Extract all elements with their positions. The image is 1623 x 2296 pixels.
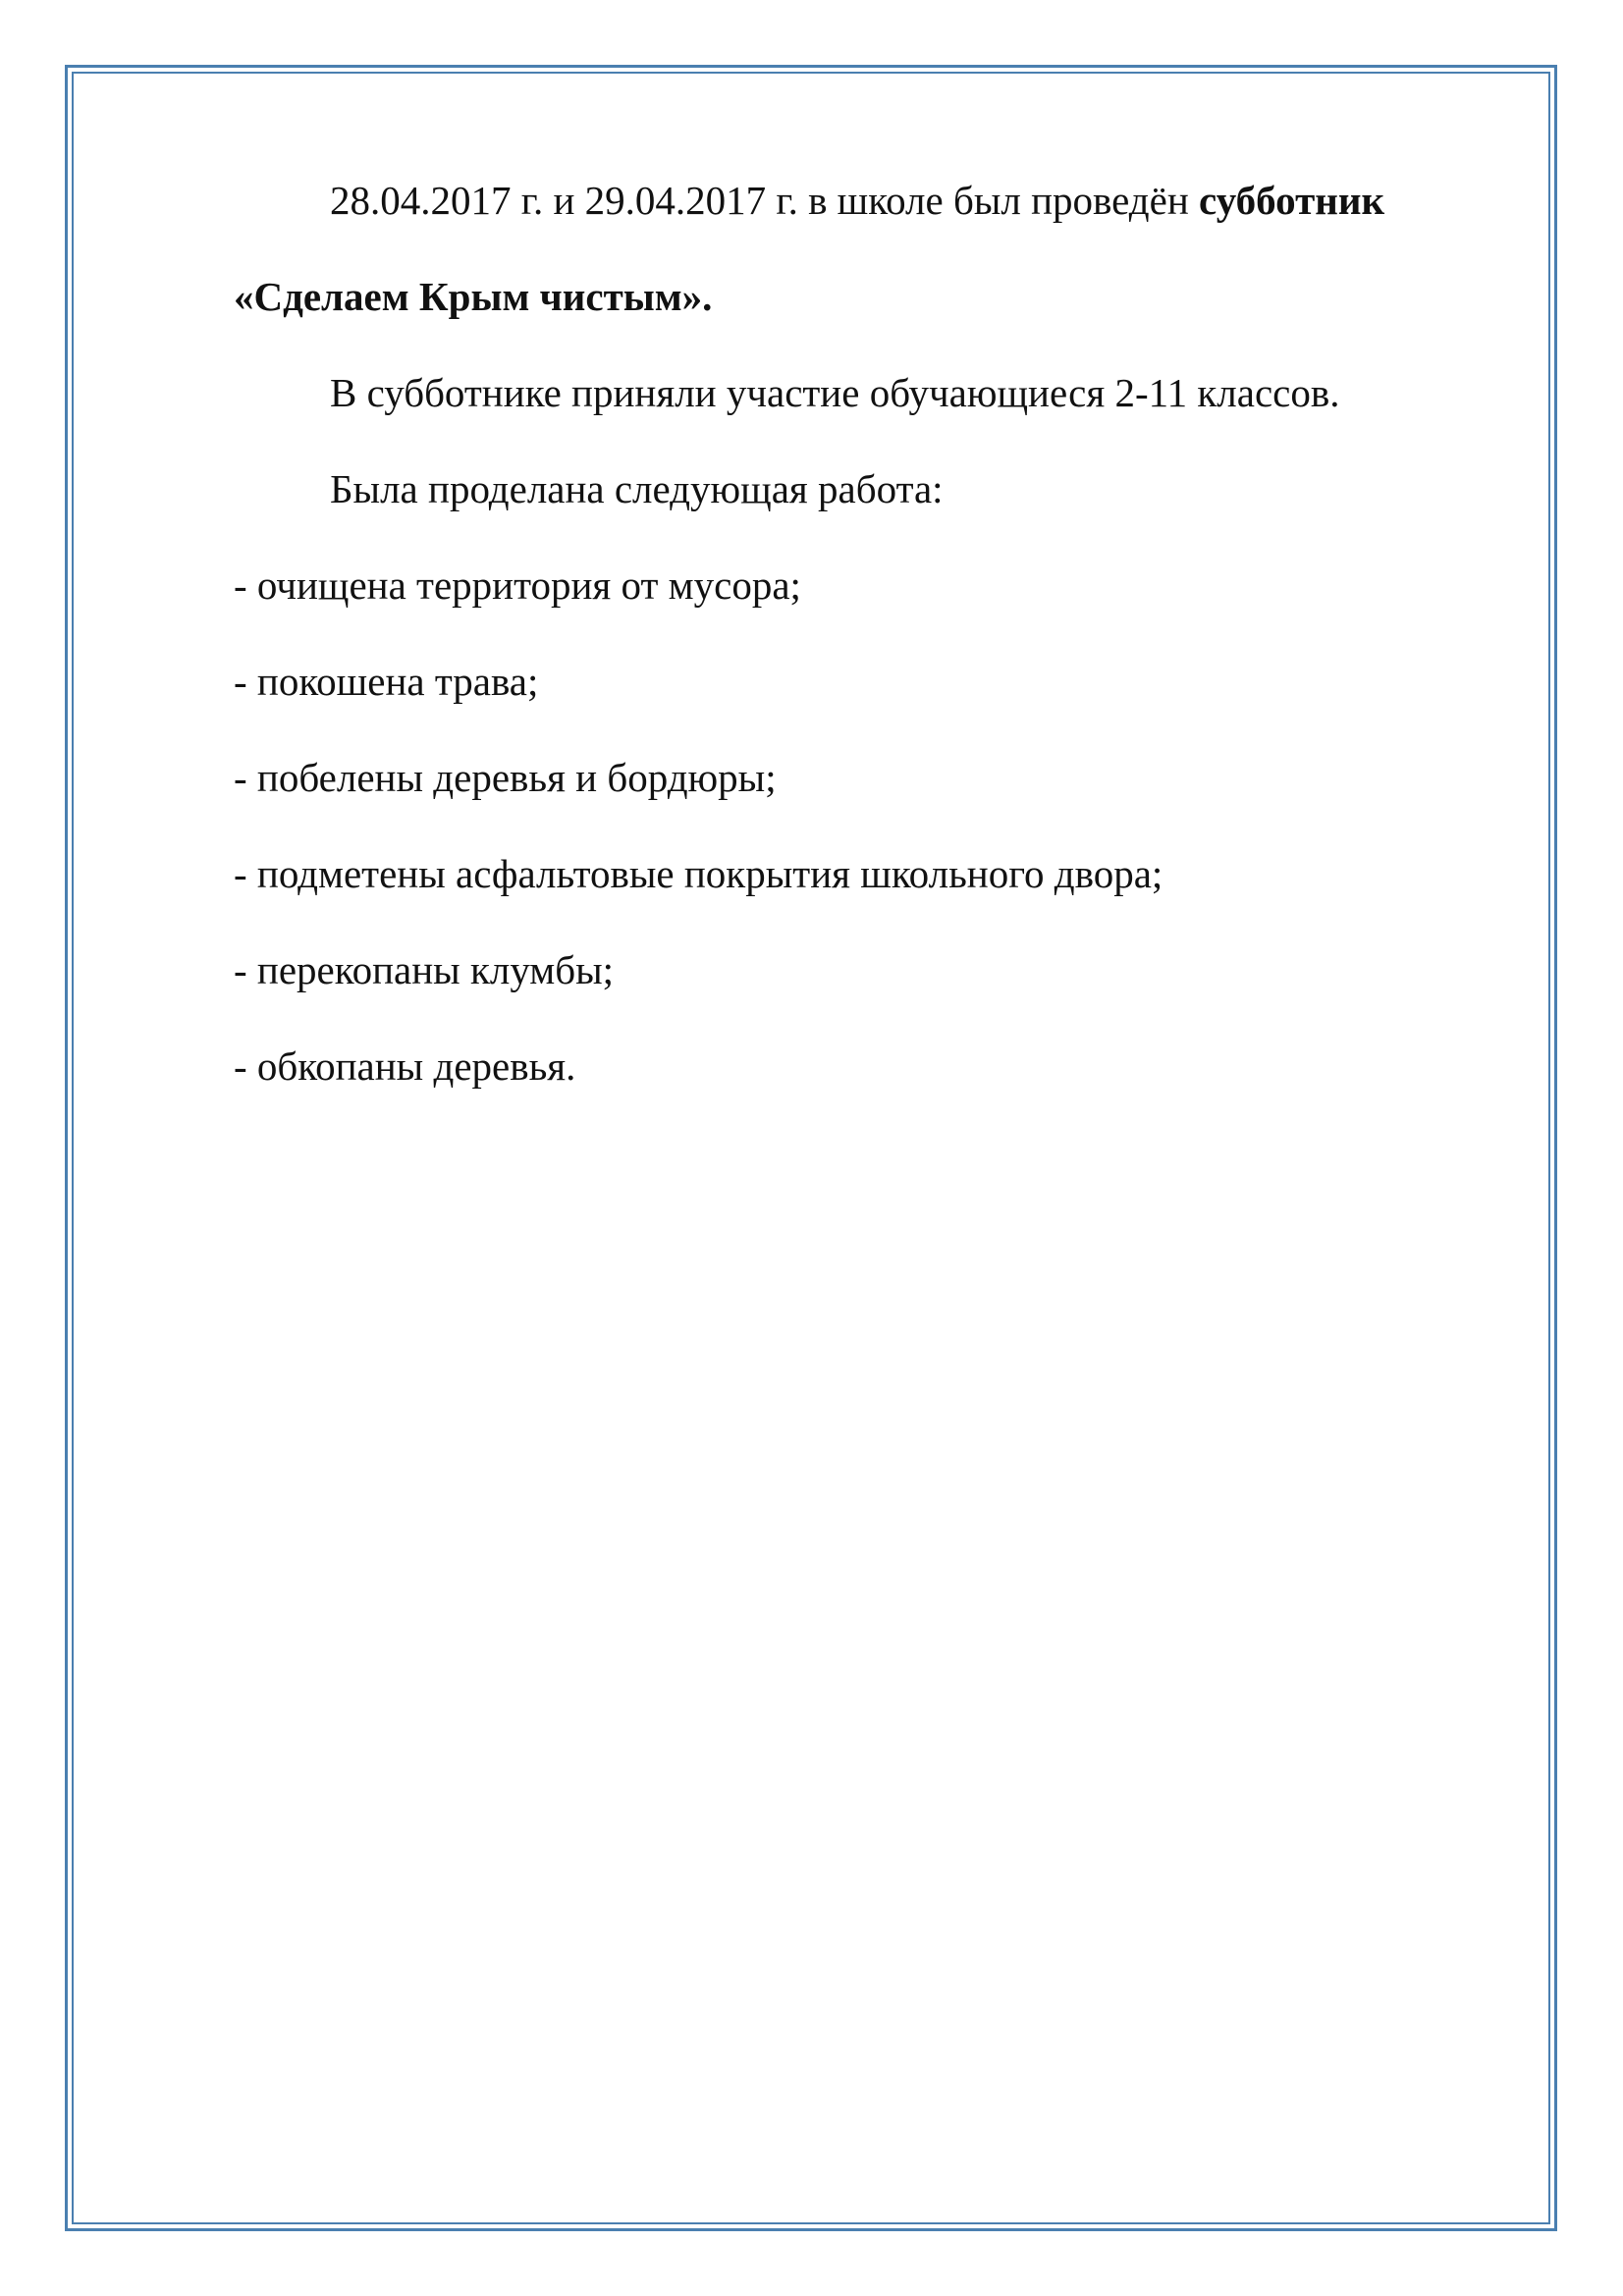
intro-text: 28.04.2017 г. и 29.04.2017 г. в школе был проведён bbox=[330, 178, 1200, 223]
list-item: - подметены асфальтовые покрытия школьного двора; bbox=[234, 851, 1163, 896]
list-item: - обкопаны деревья. bbox=[234, 1043, 576, 1089]
document-body bbox=[234, 152, 1490, 1114]
work-list bbox=[234, 537, 1490, 1114]
list-item: - покошена трава; bbox=[234, 659, 539, 704]
participants-paragraph: В субботнике приняли участие обучающиеся 2-11 классов. bbox=[330, 370, 1340, 415]
event-title: «Сделаем Крым чистым». bbox=[234, 274, 713, 319]
intro-paragraph bbox=[234, 152, 1490, 248]
list-item: - очищена территория от мусора; bbox=[234, 562, 801, 608]
list-item: - побелены деревья и бордюры; bbox=[234, 755, 777, 800]
work-heading: Была проделана следующая работа: bbox=[330, 466, 944, 511]
list-item: - перекопаны клумбы; bbox=[234, 947, 615, 992]
intro-bold-keyword: субботник bbox=[1199, 178, 1385, 223]
